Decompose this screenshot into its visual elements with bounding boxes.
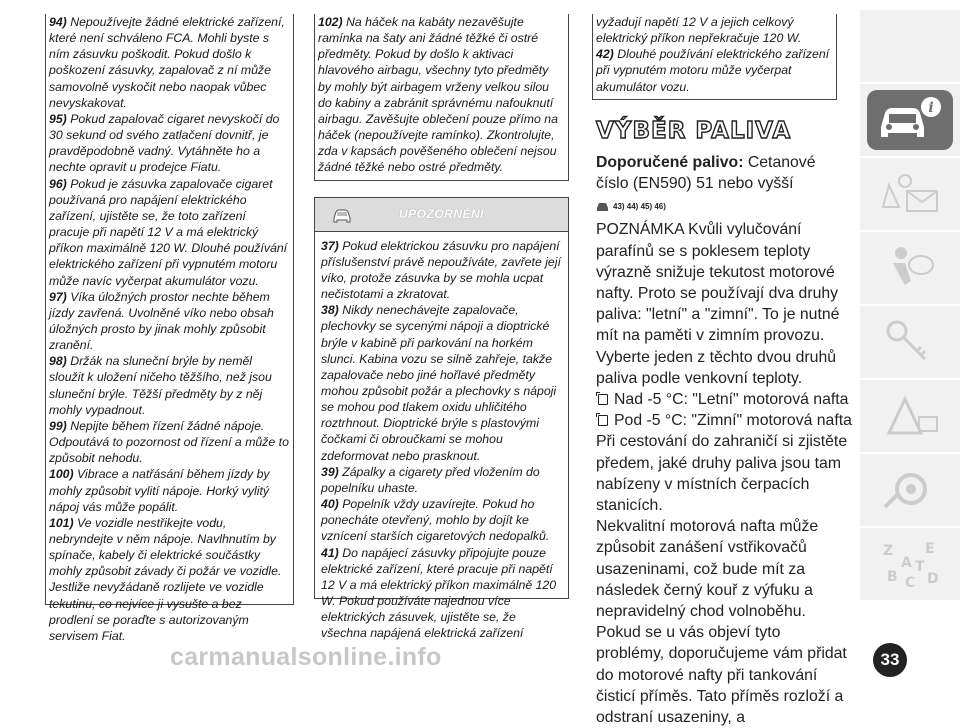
- warning-note: [49, 515, 289, 644]
- warning-refs: [596, 196, 852, 217]
- recommended-fuel: [596, 152, 852, 194]
- bullet-winter: [596, 410, 852, 431]
- note-number: 99): [49, 418, 67, 433]
- note-text: Víka úložných prostor nechte během jízdy zavřená. Uvolněné víko nebo obsah úložných prosto by jinak mohly způsobit zranění.: [49, 289, 274, 353]
- note-number: 37): [321, 238, 339, 253]
- note-text: Nepoužívejte žádné elektrické zařízení, které není schváleno FCA. Mohli byste s ním zásuvku poškodit. Pokud došlo k poškození zásuvky, zapalovač z ní může samovolně vyskočit nebo naopak vůbec nevyskakovat.: [49, 15, 285, 110]
- warning-refs-text: 43) 44) 45) 46): [613, 202, 666, 212]
- tab-car-info[interactable]: [860, 84, 960, 156]
- upozorneni-header: [315, 198, 568, 232]
- note-text: Zápalky a cigarety před vložením do popelníku uhaste.: [321, 464, 540, 495]
- note-text: Popelník vždy uzavírejte. Pokud ho ponecháte otevřený, mohlo by dojít ke vznícení starších cigaretových nedopalků.: [321, 497, 550, 544]
- warning-box-continued: [592, 14, 837, 100]
- note-text: Do napájecí zásuvky připojujte pouze elektrické zařízení, které pracuje při napětí 12 V a má elektrický příkon maximálně 120 W. Pokud používáte najednou více elektrických zásuvek, ujistěte se, že všechna napájená elektrická zařízení: [321, 545, 557, 641]
- note-text: Držák na sluneční brýle by neměl sloužit k uložení ničeho těžšího, než jsou sluneční brýle. Těžší předměty by z něj mohly vypadnout.: [49, 354, 272, 417]
- tab-safety[interactable]: [860, 232, 960, 304]
- notes-column-1: [45, 14, 294, 643]
- warning-continued-text: vyžadují napětí 12 V a jejich celkový elektrický příkon nepřekračuje 120 W.: [596, 15, 802, 46]
- note-number: 41): [321, 545, 339, 560]
- airbag-icon: [875, 241, 945, 295]
- warning-notes-list: [318, 14, 564, 176]
- upozorneni-title: UPOZORNĚNÍ: [398, 207, 484, 222]
- bullet-winter-text: Pod -5 °C: "Zimní" motorová nafta: [614, 412, 852, 430]
- note-number: 39): [321, 464, 339, 479]
- warning-note: [321, 545, 564, 642]
- warning-note: [49, 418, 289, 466]
- warning-note: [49, 466, 289, 514]
- svg-text:D: D: [927, 571, 939, 587]
- tab-index[interactable]: [860, 528, 960, 600]
- warning-note: [49, 353, 289, 418]
- chapter-tabs: [860, 10, 960, 602]
- warning-note: [49, 176, 289, 289]
- warning-note: [49, 111, 289, 176]
- note-number: 97): [49, 289, 67, 304]
- warning-notes-list: [49, 14, 293, 644]
- note-number: 98): [49, 354, 67, 369]
- warning-note: [321, 238, 564, 303]
- bullet-summer-text: Nad -5 °C: "Letní" motorová nafta: [614, 391, 849, 409]
- warning-box-top: [314, 14, 569, 181]
- note-text: Dlouhé používání elektrického zařízení při vypnutém motoru může vyčerpat akumulátor vozu.: [596, 47, 830, 94]
- note-text: Nepijte během řízení žádné nápoje. Odpoutává to pozornost od řízení a může to způsobit nehodu.: [49, 418, 289, 466]
- note-text: Pokud je zásuvka zapalovače cigaret používaná pro napájení elektrického zařízení, ujistěte se, že toto zařízení pracuje při napětí 12 V a má elektrický příkon maximálně 120 W. Dlouhé používání elektrického zařízení při vypnutém motoru může navíc vyčerpat akumulátor vozu.: [49, 176, 288, 288]
- warning-note: [318, 14, 564, 176]
- warning-note: [321, 496, 564, 544]
- tab-emergency[interactable]: [860, 380, 960, 452]
- warning-note: [596, 46, 832, 94]
- note-number: 100): [49, 467, 74, 482]
- travel-paragraph: Při cestování do zahraničí si zjistěte předem, jaké druhy paliva jsou tam nabízeny v místních čerpacích stanicích.: [596, 433, 848, 515]
- warning-note: [321, 302, 564, 464]
- note-text: Nikdy nenechávejte zapalovače, plechovky se sycenými nápoji a dioptrické brýle v kabině při parkování na horkém slunci. Kabina vozu se silně zahřeje, takže zapalovače nebo jiné hořlavé předměty mohou způsobit požár a plechovky s nápoji se mohou pod tlakem oxidu uhličitého roztrhnout. Dioptrické brýle s plastovými čočkami či obroučkami se mohou zdeformovat nebo prasknout.: [321, 303, 557, 463]
- quality-paragraph: Nekvalitní motorová nafta může způsobit zanášení vstřikovačů usazeninami, což bude mít za následek černý kouř z výfuku a nepravidelný chod volnoběhu.: [596, 518, 819, 621]
- note-text: Vibrace a natřásání během jízdy by mohly způsobit vylití nápoje. Horký vylitý nápoj vás může popálit.: [49, 467, 270, 514]
- page-number: 33: [873, 643, 907, 677]
- svg-text:C: C: [905, 575, 916, 591]
- notes-column-2: [314, 14, 569, 641]
- car-info-icon: [875, 93, 945, 147]
- svg-text:E: E: [925, 541, 935, 557]
- bullet-icon: [598, 394, 608, 405]
- index-letters-icon: [875, 537, 945, 591]
- fuel-note-paragraph: POZNÁMKA Kvůli vylučování parafínů se s poklesem teploty výrazně snižuje tekutost motorové nafty. Proto se používají dva druhy paliva: "letní" a "zimní". To je nutné mít na paměti v zimním provozu. Vyberte jeden z těchto dvou druhů paliva podle venkovní teploty.: [596, 221, 840, 387]
- tab-service[interactable]: [860, 454, 960, 526]
- tab-blank[interactable]: [860, 10, 960, 82]
- upozorneni-box: [314, 197, 569, 641]
- note-number: 94): [49, 15, 67, 29]
- note-number: 96): [49, 176, 67, 191]
- recommended-fuel-value: Cetanové číslo (EN590) 51 nebo vyšší: [596, 153, 816, 192]
- warning-note: [321, 464, 564, 496]
- service-icon: [875, 463, 945, 517]
- note-text: Pokud elektrickou zásuvku pro napájení příslušenství právě nepoužíváte, zavřete její víko, protože zásuvka by se mohla ucpat nečistotami a zkratovat.: [321, 238, 561, 302]
- svg-text:T: T: [915, 559, 925, 575]
- note-number: 102): [318, 15, 343, 29]
- toolbox-icon: [875, 389, 945, 443]
- tab-dashboard[interactable]: [860, 158, 960, 230]
- note-number: 40): [321, 497, 339, 512]
- section-title: VÝBĚR PALIVA: [596, 117, 792, 144]
- warning-note: [49, 14, 289, 111]
- svg-text:B: B: [887, 569, 898, 585]
- note-number: 42): [596, 47, 614, 62]
- note-text: Ve vozidle nestřikejte vodu, nebryndejte v něm nápoje. Navlhnutím by spínače, kabely či elektrické součástky mohly způsobit závady či požár ve vozidle. Jestliže nevyžádaně rozlijete ve vozidle tekutinu, co nejvíce ji vysušte a bez prodlení se poraďte s autorizovaným servisem Fiat.: [49, 515, 282, 643]
- caution-notes-list: [315, 232, 568, 642]
- content-column-3: [592, 14, 852, 728]
- warning-note: [49, 289, 289, 354]
- fuel-section-body: [592, 152, 852, 728]
- note-number: 38): [321, 303, 339, 318]
- note-number: 101): [49, 515, 74, 530]
- svg-text:A: A: [901, 555, 912, 571]
- car-warning-ref-icon: [596, 201, 609, 212]
- additive-paragraph: Pokud se u vás objeví tyto problémy, doporučujeme vám přidat do motorové nafty při tankování čisticí příměs. Tato příměs rozloží a odstraní usazeniny, a: [596, 624, 847, 727]
- watermark: carmanualsonline.info: [170, 643, 442, 671]
- tab-starting[interactable]: [860, 306, 960, 378]
- recommended-fuel-label: Doporučené palivo:: [596, 153, 744, 171]
- dashboard-warning-icon: [875, 167, 945, 221]
- car-key-icon: [875, 315, 945, 369]
- bullet-summer: [596, 389, 852, 410]
- svg-text:i: i: [928, 100, 934, 116]
- svg-text:Z: Z: [883, 543, 894, 559]
- note-text: Na háček na kabáty nezavěšujte ramínka na šaty ani žádné těžké či ostré předměty. Pokud by došlo k aktivaci hlavového airbagu, všechny tyto předměty by mohly být airbagem vrženy velkou silou do kabiny a zabránit správnému nafouknutí airbagu. Zavěšujte oblečení pouze přímo na háček (nepoužívejte ramínko). Zkontrolujte, zda v kapsách pověšeného oblečení nejsou žádné těžké nebo ostré předměty.: [318, 15, 558, 175]
- note-text: Pokud zapalovač cigaret nevyskočí do 30 sekund od svého zatlačení dovnitř, je pravděpodobně vadný. Vytáhněte ho a nechte opravit u prodejce Fiatu.: [49, 111, 280, 175]
- bullet-icon: [598, 415, 608, 426]
- warning-notes-list: [596, 46, 832, 94]
- note-number: 95): [49, 111, 67, 126]
